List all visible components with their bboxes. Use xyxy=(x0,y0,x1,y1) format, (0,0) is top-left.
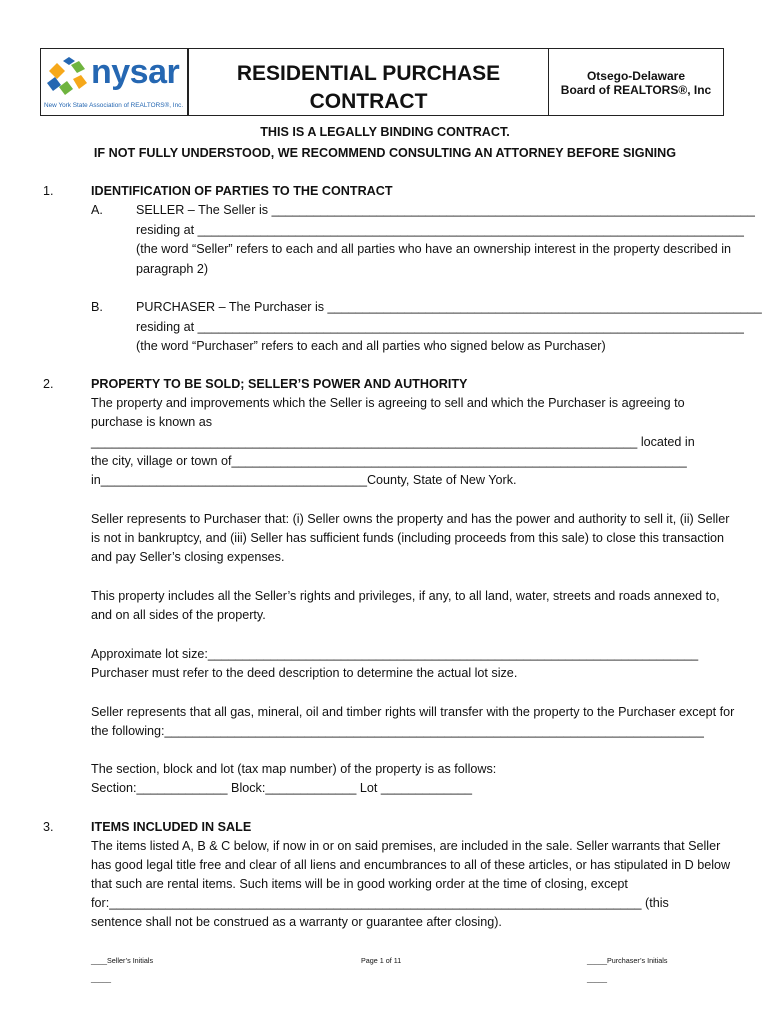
lot-size-note: Purchaser must refer to the deed description to determine the actual lot size. xyxy=(91,666,518,680)
section-3-number: 3. xyxy=(43,820,54,834)
property-paragraph: The property and improvements which the Seller is agreeing to sell and which the Purchaser is agreeing to xyxy=(91,396,685,410)
board-box xyxy=(548,48,724,116)
purchaser-label: B. xyxy=(91,300,103,314)
lot-size-field[interactable]: Approximate lot size:______________________________________________________________________ xyxy=(91,647,699,661)
section-3-heading: ITEMS INCLUDED IN SALE xyxy=(91,820,252,834)
seller-representation-line-1: Seller represents to Purchaser that: (i) Seller owns the property and has the power and authority to sell it, (ii) Seller xyxy=(91,512,730,526)
tax-map-line: The section, block and lot (tax map number) of the property is as follows: xyxy=(91,762,497,776)
rights-line-2: and on all sides of the property. xyxy=(91,608,266,622)
document-title: RESIDENTIAL PURCHASE CONTRACT xyxy=(236,62,501,113)
seller-residence-field[interactable]: residing at ______________________________________________________________________________ xyxy=(136,223,744,237)
property-address-field[interactable]: ______________________________________________________________________________ located in xyxy=(91,435,695,449)
seller-initials[interactable]: ____Seller’s Initials xyxy=(91,956,154,965)
section-1-heading: IDENTIFICATION OF PARTIES TO THE CONTRACT xyxy=(91,184,393,198)
seller-label: A. xyxy=(91,203,103,217)
purchaser-initials-line[interactable]: _____ xyxy=(587,974,607,983)
section-1-number: 1. xyxy=(43,184,54,198)
logo-wordmark: nysar xyxy=(91,53,180,91)
items-line-5: sentence shall not be construed as a warranty or guarantee after closing). xyxy=(91,915,502,929)
mineral-exceptions-field[interactable]: the following:_____________________________________________________________________________ xyxy=(91,724,704,738)
page-number: Page 1 of 11 xyxy=(361,956,402,965)
seller-definition: (the word “Seller” refers to each and all parties who have an ownership interest in the property described in xyxy=(136,242,732,256)
seller-initials-line[interactable]: _____ xyxy=(91,974,111,983)
purchaser-residence-field[interactable]: residing at ______________________________________________________________________________ xyxy=(136,320,744,334)
seller-representation-line-3: and pay Seller’s closing expenses. xyxy=(91,550,285,564)
purchaser-initials[interactable]: _____Purchaser’s Initials xyxy=(587,956,668,965)
title-box xyxy=(188,48,549,116)
items-line-2: has good legal title free and clear of all liens and encumbrances to all of these articles, or has stipulated in D below xyxy=(91,858,731,872)
items-line-1: The items listed A, B & C below, if now in or on said premises, are included in the sale. Seller warrants that Seller xyxy=(91,839,721,853)
section-2-number: 2. xyxy=(43,377,54,391)
rights-line-1: This property includes all the Seller’s rights and privileges, if any, to all land, water, streets and roads annexed to, xyxy=(91,589,720,603)
property-paragraph-cont: purchase is known as xyxy=(91,415,213,429)
items-exceptions-field[interactable]: for:____________________________________________________________________________ (this xyxy=(91,896,669,910)
board-name: Otsego-Delaware Board of REALTORS®, Inc xyxy=(560,69,712,97)
section-2-heading: PROPERTY TO BE SOLD; SELLER’S POWER AND AUTHORITY xyxy=(91,377,468,391)
mineral-rights-line: Seller represents that all gas, mineral, oil and timber rights will transfer with the property to the Purchaser except for xyxy=(91,705,735,719)
logo-box xyxy=(40,48,188,116)
notice-line-2: IF NOT FULLY UNDERSTOOD, WE RECOMMEND CONSULTING AN ATTORNEY BEFORE SIGNING xyxy=(93,146,677,160)
nysar-logo-icon xyxy=(45,57,89,99)
seller-field[interactable]: SELLER – The Seller is _____________________________________________________________________ xyxy=(136,203,755,217)
tax-map-fields[interactable]: Section:_____________ Block:_____________ Lot _____________ xyxy=(91,781,472,795)
items-line-3: that such are rental items. Such items will be in good working order at the time of closing, except xyxy=(91,877,628,891)
logo-tagline: New York State Association of REALTORS®, Inc. xyxy=(44,102,184,109)
seller-definition-cont: paragraph 2) xyxy=(136,262,209,276)
county-field[interactable]: in______________________________________County, State of New York. xyxy=(91,473,517,487)
seller-representation-line-2: is not in bankruptcy, and (iii) Seller has sufficient funds (including proceeds from this sale) to close this transaction xyxy=(91,531,725,545)
purchaser-definition: (the word “Purchaser” refers to each and all parties who signed below as Purchaser) xyxy=(136,339,606,353)
notice-line-1: THIS IS A LEGALLY BINDING CONTRACT. xyxy=(260,125,510,139)
municipality-field[interactable]: the city, village or town of_________________________________________________________________ xyxy=(91,454,687,468)
purchaser-field[interactable]: PURCHASER – The Purchaser is ______________________________________________________________ xyxy=(136,300,762,314)
